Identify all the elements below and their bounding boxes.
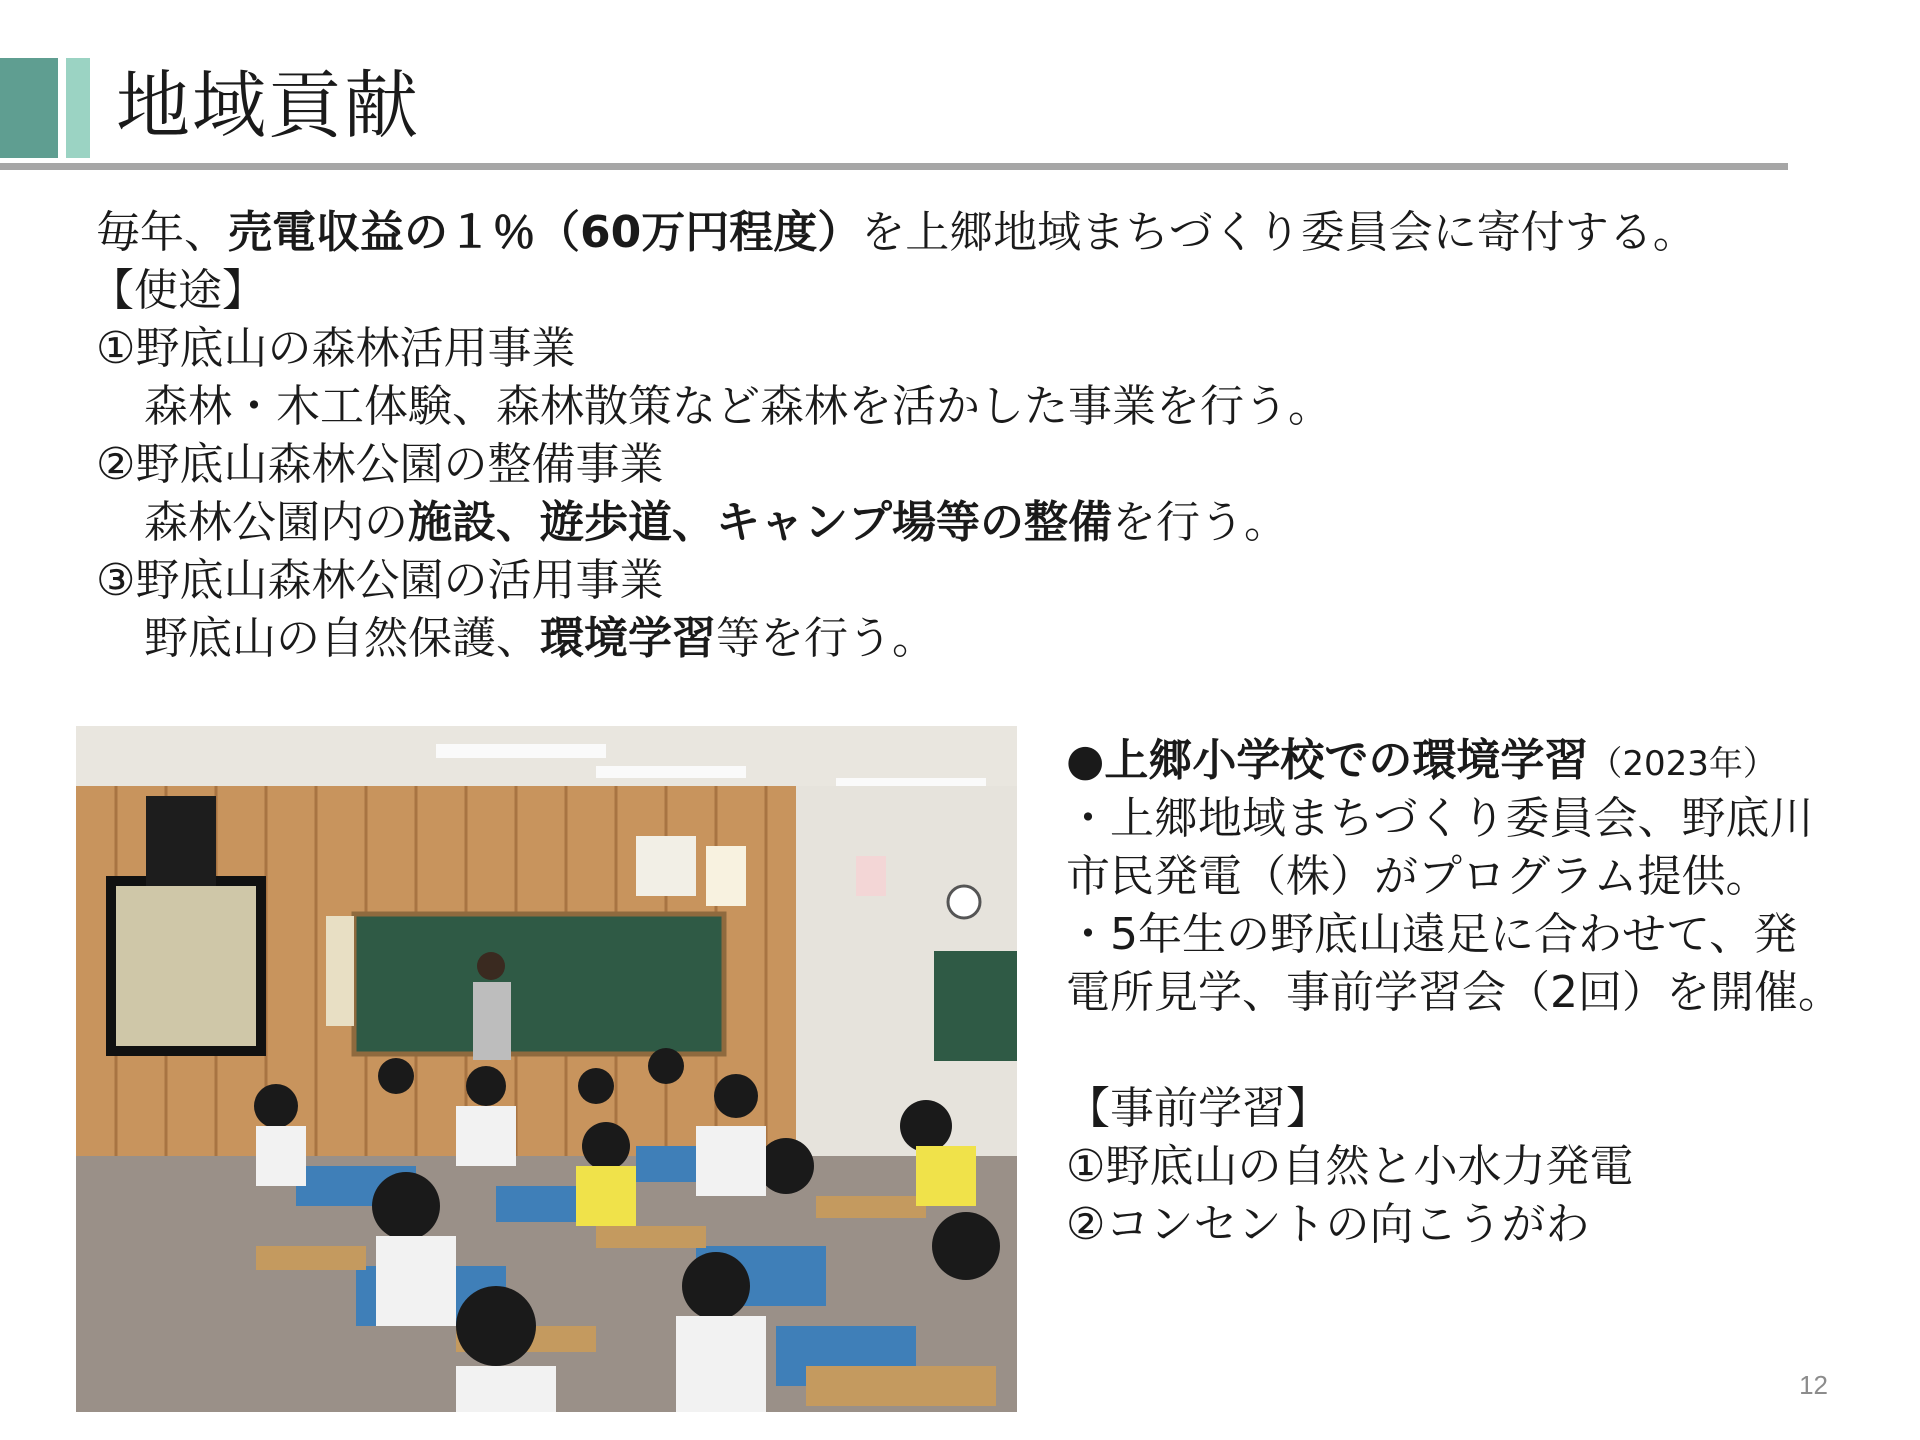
use-2-desc-post: を行う。: [1112, 497, 1288, 548]
side-line-1: ・上郷地域まちづくり委員会、野底川: [1066, 793, 1814, 844]
intro-pre: 毎年、: [96, 207, 228, 258]
use-1-desc: [96, 378, 1876, 436]
side-year: （2023年）: [1588, 744, 1777, 784]
use-3-desc-pre: 野底山の自然保護、: [144, 613, 540, 664]
environment-study-panel: [1066, 732, 1906, 1254]
use-3-desc: [96, 610, 1876, 668]
side-line-2: 市民発電（株）がプログラム提供。: [1066, 851, 1770, 902]
use-1-title: ①野底山の森林活用事業: [96, 323, 576, 374]
use-2-desc: [96, 494, 1876, 552]
side-line-3: ・5年生の野底山遠足に合わせて、発: [1066, 909, 1798, 960]
title-accent-bar-dark: [0, 58, 58, 158]
use-2-desc-pre: 森林公園内の: [144, 497, 408, 548]
title-divider: [0, 163, 1788, 170]
classroom-photo: [76, 726, 1017, 1412]
spacer: [1066, 1022, 1906, 1080]
classroom-illustration: [76, 726, 1017, 1412]
use-3-desc-bold: 環境学習: [540, 613, 716, 664]
use-2-title: ②野底山森林公園の整備事業: [96, 439, 664, 490]
side-line-4: 電所見学、事前学習会（2回）を開催。: [1066, 967, 1842, 1018]
use-3-title: ③野底山森林公園の活用事業: [96, 555, 664, 606]
intro-post: を上郷地域まちづくり委員会に寄付する。: [861, 207, 1697, 258]
pre-study-item-1: ①野底山の自然と小水力発電: [1066, 1141, 1634, 1192]
page-number: 12: [1799, 1370, 1828, 1400]
main-text-block: [90, 204, 1876, 668]
intro-line: [96, 204, 1876, 262]
use-3-desc-post: 等を行う。: [716, 613, 936, 664]
side-heading-line: [1066, 732, 1906, 790]
side-heading: ●上郷小学校での環境学習: [1066, 735, 1589, 786]
intro-bold: 売電収益の１％（60万円程度）: [228, 207, 862, 258]
pre-study-heading: 【事前学習】: [1066, 1083, 1330, 1134]
pre-study-item-2: ②コンセントの向こうがわ: [1066, 1199, 1590, 1250]
use-2-desc-bold: 施設、遊歩道、キャンプ場等の整備: [408, 497, 1112, 548]
page-title: 地域貢献: [116, 63, 420, 149]
use-1-desc-text: 森林・木工体験、森林散策など森林を活かした事業を行う。: [144, 381, 1332, 432]
uses-heading: 【使途】: [90, 265, 266, 316]
title-accent-bar-light: [66, 58, 90, 158]
